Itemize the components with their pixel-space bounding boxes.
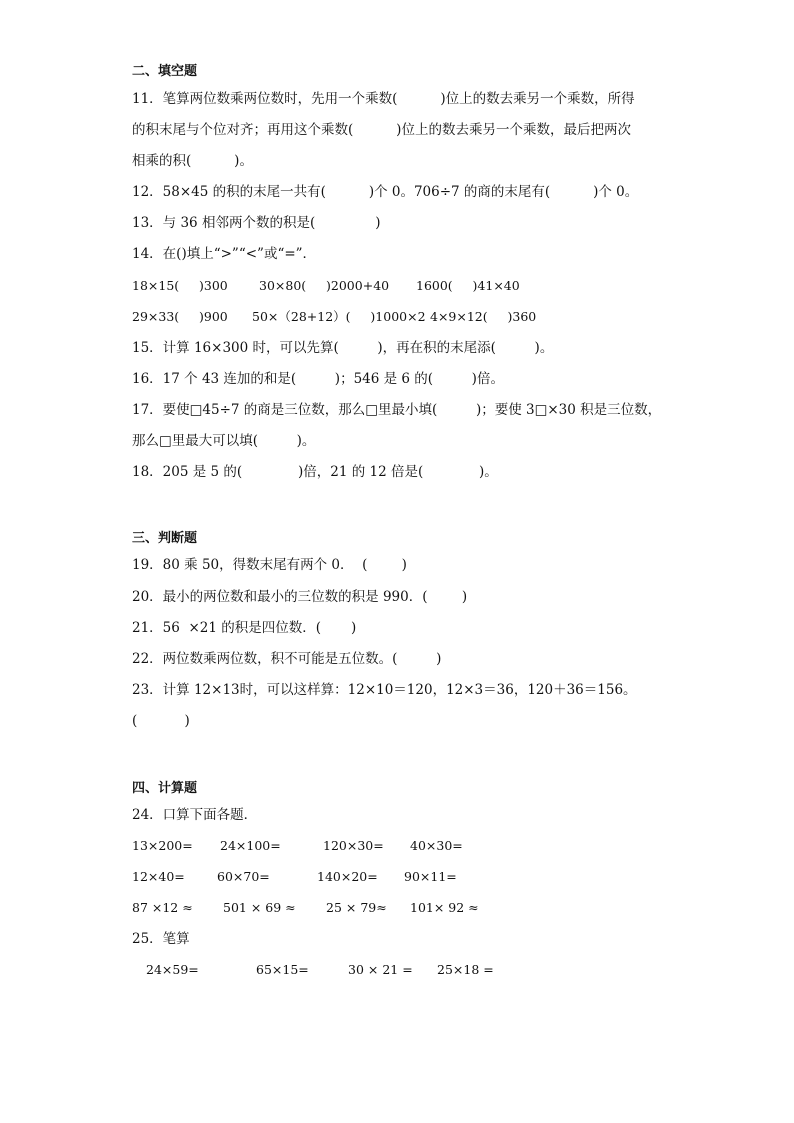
question-20: 20．最小的两位数和最小的三位数的积是 990．( ) xyxy=(132,589,468,605)
question-11-line-2: 的积末尾与个位对齐；再用这个乘数( )位上的数去乘另一个乘数，最后把两次 xyxy=(132,122,631,138)
compare-item: 1600( )41×40 xyxy=(416,278,520,293)
compare-item: 30×80( )2000+40 xyxy=(259,278,390,293)
question-18: 18．205 是 5 的( )倍，21 的 12 倍是( )。 xyxy=(132,464,498,480)
estimate-item: 101× 92 ≈ xyxy=(410,900,479,915)
question-19: 19．80 乘 50，得数末尾有两个 0． ( ) xyxy=(132,557,407,573)
compare-item: 29×33( )900 xyxy=(132,309,228,324)
estimate-item: 501 × 69 ≈ xyxy=(223,900,296,915)
question-21: 21．56 ×21 的积是四位数．( ) xyxy=(132,620,357,636)
oral-item: 12×40= xyxy=(132,869,185,884)
written-item: 65×15= xyxy=(256,962,309,977)
question-13: 13．与 36 相邻两个数的积是( ) xyxy=(132,215,381,231)
section-title-calculation: 四、计算题 xyxy=(132,781,198,796)
section-title-fill-in: 二、填空题 xyxy=(132,64,198,79)
written-item: 24×59= xyxy=(146,962,199,977)
written-item: 25×18 = xyxy=(437,962,494,977)
oral-item: 24×100= xyxy=(220,838,281,853)
compare-item: 50×（28+12）( )1000×2 xyxy=(252,309,426,324)
compare-item: 18×15( )300 xyxy=(132,278,228,293)
question-11-line-1: 11．笔算两位数乘两位数时，先用一个乘数( )位上的数去乘另一个乘数，所得 xyxy=(132,91,635,107)
oral-item: 120×30= xyxy=(323,838,384,853)
question-17-line-2: 那么□里最大可以填( )。 xyxy=(132,433,316,449)
oral-item: 40×30= xyxy=(410,838,463,853)
oral-item: 140×20= xyxy=(317,869,378,884)
question-24: 24．口算下面各题． xyxy=(132,807,258,823)
oral-item: 90×11= xyxy=(404,869,457,884)
compare-item: 4×9×12( )360 xyxy=(430,309,537,324)
written-item: 30 × 21 = xyxy=(348,962,413,977)
question-11-line-3: 相乘的积( )。 xyxy=(132,153,253,169)
question-23: 23．计算 12×13时，可以这样算：12×10＝120，12×3＝36，120＋36＝156。 xyxy=(132,682,637,698)
question-25: 25．笔算 xyxy=(132,931,190,947)
oral-item: 13×200= xyxy=(132,838,193,853)
estimate-item: 87 ×12 ≈ xyxy=(132,900,193,915)
section-title-true-false: 三、判断题 xyxy=(132,531,198,546)
question-17-line-1: 17．要使□45÷7 的商是三位数，那么□里最小填( )；要使 3□×30 积是三位数， xyxy=(132,402,662,418)
question-15: 15．计算 16×300 时，可以先算( )，再在积的末尾添( )。 xyxy=(132,340,554,356)
question-23-answer-blank: ( ) xyxy=(132,713,190,729)
question-14: 14．在()填上“>”“<”或“=”． xyxy=(132,246,317,262)
question-22: 22．两位数乘两位数，积不可能是五位数。( ) xyxy=(132,651,442,667)
estimate-item: 25 × 79≈ xyxy=(326,900,387,915)
question-12: 12．58×45 的积的末尾一共有( )个 0。706÷7 的商的末尾有( )个 0。 xyxy=(132,184,639,200)
question-16: 16．17 个 43 连加的和是( )；546 是 6 的( )倍。 xyxy=(132,371,504,387)
oral-item: 60×70= xyxy=(217,869,270,884)
